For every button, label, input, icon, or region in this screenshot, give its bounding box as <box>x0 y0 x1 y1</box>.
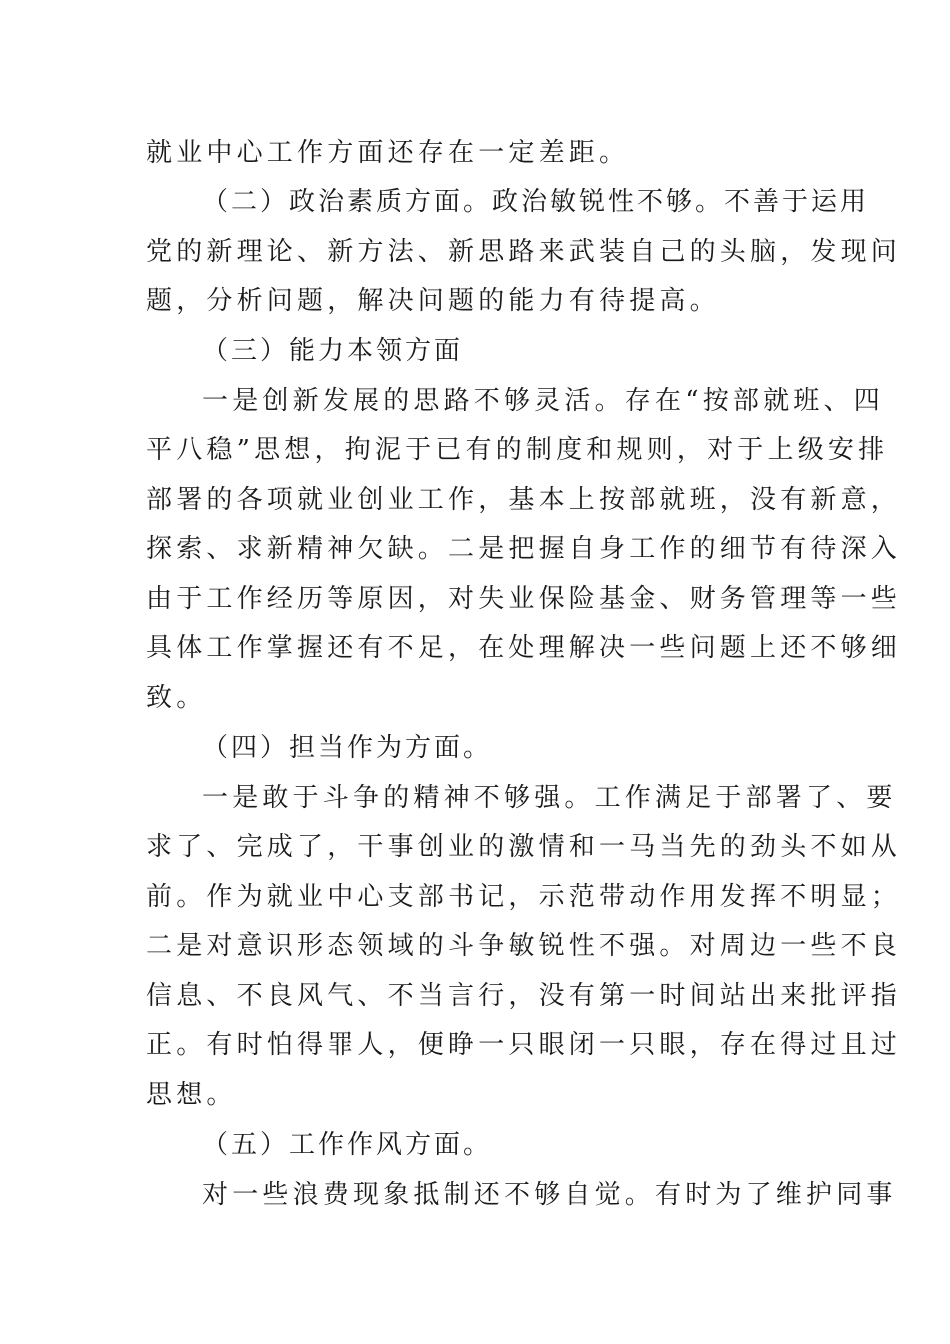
text-line: 平八稳”思想，拘泥于已有的制度和规则，对于上级安排 <box>146 435 889 465</box>
text-line: 信息、不良风气、不当言行，没有第一时间站出来批评指 <box>146 981 902 1011</box>
section-heading-responsibility: （四）担当作为方面。 <box>202 733 493 763</box>
text-line: 前。作为就业中心支部书记，示范带动作用发挥不明显； <box>146 882 902 912</box>
text-line: 求了、完成了，干事创业的激情和一马当先的劲头不如从 <box>146 832 902 862</box>
text-line: 思想。 <box>146 1080 237 1110</box>
text-line: 部署的各项就业创业工作，基本上按部就班，没有新意， <box>146 485 902 515</box>
text-line: 由于工作经历等原因，对失业保险基金、财务管理等一些 <box>146 584 902 614</box>
section-heading-political: （二）政治素质方面。政治敏锐性不够。不善于运用 <box>202 187 870 217</box>
section-heading-work-style: （五）工作作风方面。 <box>202 1130 493 1160</box>
text-line: 正。有时怕得罪人，便睁一只眼闭一只眼，存在得过且过 <box>146 1030 902 1060</box>
text-line: 对一些浪费现象抵制还不够自觉。有时为了维护同事 <box>202 1180 897 1210</box>
text-line: 探索、求新精神欠缺。二是把握自身工作的细节有待深入 <box>146 534 902 564</box>
text-line: 题，分析问题，解决问题的能力有待提高。 <box>146 286 720 316</box>
section-heading-ability: （三）能力本领方面 <box>202 336 464 366</box>
text-line: 一是敢于斗争的精神不够强。工作满足于部署了、要 <box>202 783 897 813</box>
text-line: 就业中心工作方面还存在一定差距。 <box>146 138 630 168</box>
text-line: 致。 <box>146 683 207 713</box>
text-line: 党的新理论、新方法、新思路来武装自己的头脑，发现问 <box>146 237 902 267</box>
text-line: 具体工作掌握还有不足，在处理解决一些问题上还不够细 <box>146 633 902 663</box>
text-line: 二是对意识形态领域的斗争敏锐性不强。对周边一些不良 <box>146 931 902 961</box>
text-line: 一是创新发展的思路不够灵活。存在“按部就班、四 <box>202 386 884 416</box>
